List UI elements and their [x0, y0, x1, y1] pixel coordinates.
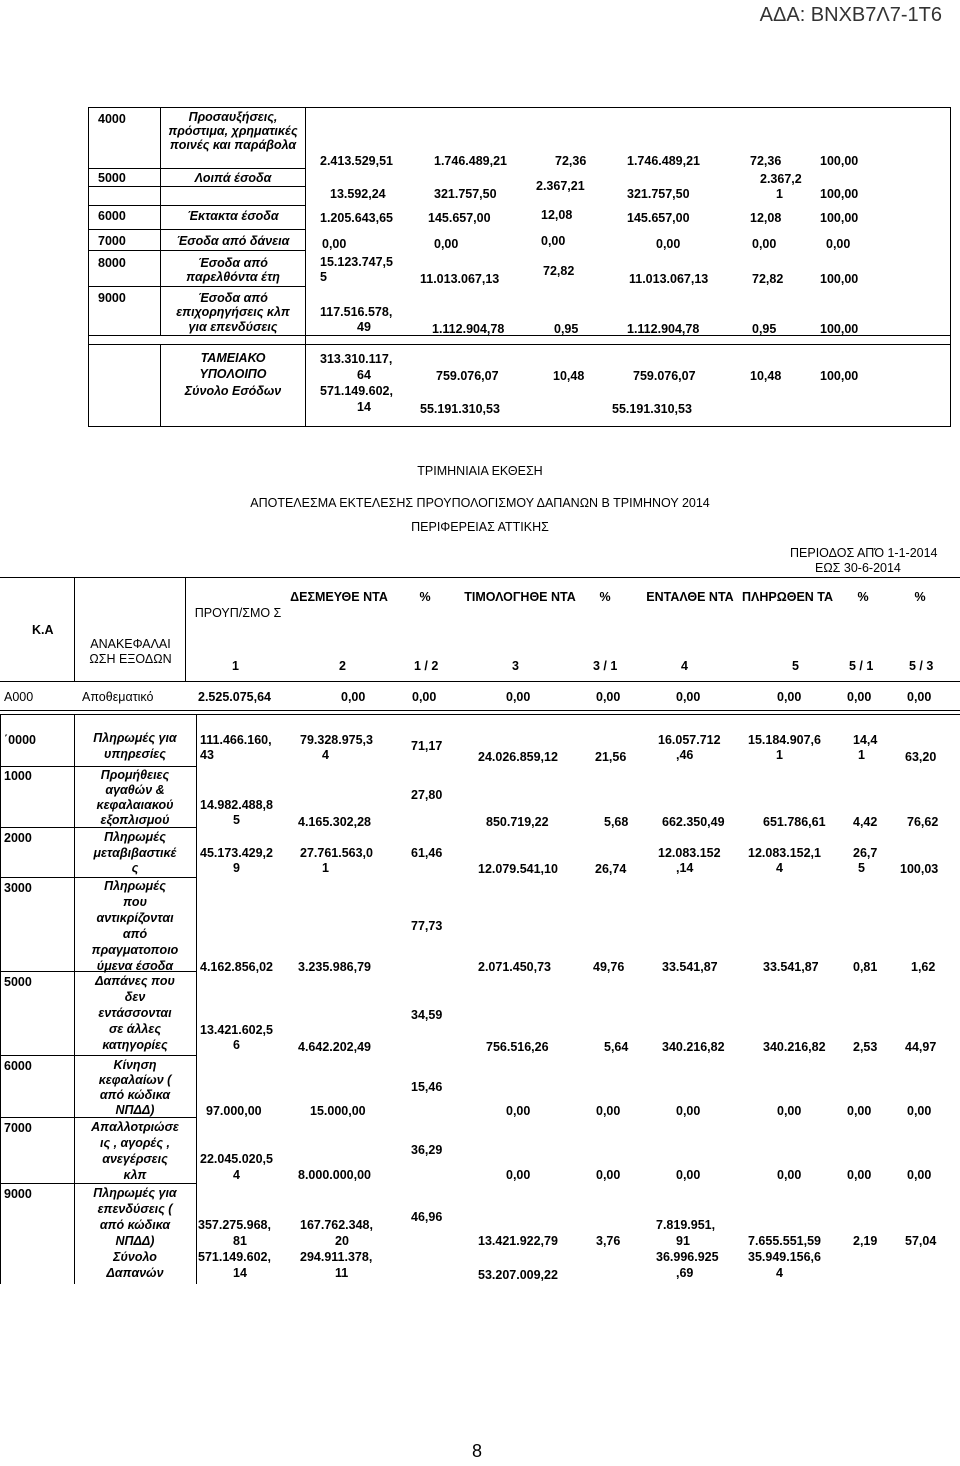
total-revenue-label: Σύνολο Εσόδων	[184, 384, 282, 398]
rev-label: για επενδύσεις	[188, 320, 278, 334]
report-period: ΠΕΡΙΟΔΟΣ ΑΠΌ 1-1-2014	[790, 546, 938, 560]
exp-percent: 15,46	[411, 1080, 443, 1094]
total-paid: 4	[776, 1266, 783, 1280]
exp-invoiced: 24.026.859,12	[478, 750, 558, 764]
exp-budget: 14.982.488,8	[200, 798, 273, 812]
total-value: 55.191.310,53	[612, 402, 692, 416]
rev-value: 11.013.067,13	[420, 272, 500, 286]
exp-header-ordered: ΕΝΤΑΛΘΕ ΝΤΑ	[646, 590, 734, 604]
total-exp-label: Δαπανών	[106, 1266, 164, 1280]
cash-value: 759.076,07	[436, 369, 499, 383]
reserve-value: 0,00	[596, 690, 621, 704]
exp-percent: 21,56	[595, 750, 627, 764]
exp-budget: 9	[233, 861, 240, 875]
rev-value: 1.112.904,78	[627, 322, 700, 336]
exp-label: εξοπλισμού	[100, 813, 170, 827]
exp-ordered: ,14	[676, 861, 694, 875]
exp-percent: 14,4	[853, 733, 878, 747]
exp-ordered: 0,00	[676, 1104, 701, 1118]
exp-invoiced: 2.071.450,73	[478, 960, 551, 974]
rev-table-row-divider	[88, 168, 306, 169]
rev-value: 1.746.489,21	[434, 154, 507, 168]
reserve-value: 0,00	[907, 690, 932, 704]
exp-code: 9000	[4, 1187, 32, 1201]
exp-percent: 63,20	[905, 750, 937, 764]
exp-label: κεφαλαίων (	[98, 1073, 172, 1087]
total-budget: 571.149.602,	[320, 384, 393, 398]
exp-percent: 5,64	[604, 1040, 629, 1054]
exp-percent: 46,96	[411, 1210, 443, 1224]
exp-code: 2000	[4, 831, 32, 845]
rev-code: 8000	[98, 256, 126, 270]
exp-committed: 79.328.975,3	[300, 733, 373, 747]
exp-row-divider	[0, 1117, 197, 1118]
rev-value: 145.657,00	[627, 211, 690, 225]
exp-committed: 1	[322, 861, 329, 875]
rev-table-top-border	[88, 107, 951, 108]
exp-percent: 77,73	[411, 919, 443, 933]
exp-percent: 5	[858, 861, 865, 875]
reserve-value: 0,00	[777, 690, 802, 704]
exp-budget: 6	[233, 1038, 240, 1052]
total-invoiced: 53.207.009,22	[478, 1268, 558, 1282]
rev-code: 5000	[98, 171, 126, 185]
exp-percent: 0,81	[853, 960, 878, 974]
rev-code: 6000	[98, 209, 126, 223]
rev-value: 1.746.489,21	[627, 154, 700, 168]
cash-label: ΥΠΟΛΟΙΠΟ	[199, 367, 267, 381]
exp-header-budget: ΠΡΟΥΠ/ΣΜΟ Σ	[194, 606, 282, 620]
exp-code: 7000	[4, 1121, 32, 1135]
exp-percent: 49,76	[593, 960, 625, 974]
cash-percent: 100,00	[820, 369, 859, 383]
rev-percent: 0,00	[752, 237, 777, 251]
exp-label: ύμενα έσοδα	[96, 959, 174, 973]
rev-percent: 100,00	[820, 187, 859, 201]
exp-percent: 0,00	[847, 1168, 872, 1182]
reserve-value: 2.525.075,64	[198, 690, 271, 704]
rev-percent: 0,00	[826, 237, 851, 251]
exp-code: 5000	[4, 975, 32, 989]
rev-percent: 12,08	[750, 211, 782, 225]
rev-label: Έσοδα από	[198, 291, 268, 305]
reserve-code: Α000	[4, 690, 34, 704]
reserve-value: 0,00	[506, 690, 531, 704]
exp-col-index: 1 / 2	[414, 659, 439, 673]
exp-table-col-divider	[185, 577, 186, 681]
rev-table-col-divider	[160, 345, 161, 427]
total-value: 55.191.310,53	[420, 402, 500, 416]
exp-percent: 0,00	[907, 1168, 932, 1182]
exp-percent: 44,97	[905, 1040, 937, 1054]
document-code: ΑΔΑ: ΒΝΧΒ7Λ7-1Τ6	[759, 4, 942, 26]
exp-label: Πληρωμές για	[93, 731, 177, 745]
reserve-value: 0,00	[341, 690, 366, 704]
rev-label: Έκτακτα έσοδα	[187, 209, 279, 223]
exp-label: ΝΠΔΔ)	[115, 1103, 155, 1117]
exp-table-header-divider	[0, 681, 960, 682]
report-subtitle: ΑΠΟΤΕΛΕΣΜΑ ΕΚΤΕΛΕΣΗΣ ΠΡΟΥΠΟΛΟΓΙΣΜΟΥ ΔΑΠΑΝΩΝ Β ΤΡΙΜΗΝΟΥ 2014	[250, 496, 710, 510]
rev-code: 9000	[98, 291, 126, 305]
exp-label: κεφαλαιακού	[96, 798, 174, 812]
exp-header-percent: %	[599, 590, 611, 604]
rev-percent: 1	[776, 187, 783, 201]
exp-row-divider	[0, 766, 197, 767]
cash-budget: 64	[357, 368, 371, 382]
exp-invoiced: 0,00	[506, 1168, 531, 1182]
rev-percent: 100,00	[820, 272, 859, 286]
exp-invoiced: 13.421.922,79	[478, 1234, 558, 1248]
exp-invoiced: 756.516,26	[486, 1040, 549, 1054]
exp-committed: 15.000,00	[310, 1104, 366, 1118]
exp-label: Πληρωμές για	[93, 1186, 177, 1200]
exp-label: Πληρωμές	[104, 830, 166, 844]
exp-percent: 76,62	[907, 815, 939, 829]
exp-label: ς	[131, 861, 139, 875]
reserve-value: 0,00	[676, 690, 701, 704]
exp-percent: 0,00	[596, 1168, 621, 1182]
exp-percent: 71,17	[411, 739, 443, 753]
exp-paid: 340.216,82	[763, 1040, 826, 1054]
exp-header-title: ΑΝΑΚΕΦΑΛΑΙ ΩΣΗ ΕΞΟΔΩΝ	[89, 637, 172, 666]
exp-percent: 36,29	[411, 1143, 443, 1157]
exp-paid: 0,00	[777, 1168, 802, 1182]
exp-label: ΝΠΔΔ)	[115, 1234, 155, 1248]
exp-paid: 33.541,87	[763, 960, 819, 974]
rev-value: 11.013.067,13	[629, 272, 709, 286]
rev-percent: 0,00	[541, 234, 566, 248]
rev-table-row-divider	[88, 250, 306, 251]
exp-percent: 0,00	[847, 1104, 872, 1118]
exp-header-committed: ΔΕΣΜΕΥΘΕ ΝΤΑ	[290, 590, 388, 604]
exp-percent: 0,00	[907, 1104, 932, 1118]
exp-percent: 3,76	[596, 1234, 621, 1248]
exp-committed: 4.165.302,28	[298, 815, 371, 829]
rev-percent: 100,00	[820, 322, 859, 336]
exp-table-top-border	[0, 577, 960, 578]
rev-table-row-divider	[88, 205, 306, 206]
exp-table-left-border	[0, 714, 1, 1284]
exp-label: Απαλλοτριώσε	[91, 1120, 179, 1134]
rev-budget: 2.413.529,51	[320, 154, 393, 168]
exp-label: Προμήθειες	[100, 768, 170, 782]
rev-label: Έσοδα από δάνεια	[176, 234, 290, 248]
exp-table-header-divider	[0, 714, 960, 715]
rev-label: Προσαυξήσεις, πρόστιμα, χρηματικές ποινές και παράβολα	[168, 110, 298, 152]
rev-percent: 0,95	[554, 322, 579, 336]
total-committed: 11	[335, 1266, 349, 1280]
exp-label: από κώδικα	[99, 1218, 171, 1232]
exp-label: Κίνηση	[113, 1058, 157, 1072]
exp-label: Δαπάνες που	[95, 974, 175, 988]
rev-percent: 100,00	[820, 154, 859, 168]
exp-code: 1000	[4, 769, 32, 783]
exp-ordered: 0,00	[676, 1168, 701, 1182]
exp-percent: 1	[858, 748, 865, 762]
exp-ordered: 33.541,87	[662, 960, 718, 974]
exp-ordered: 16.057.712	[658, 733, 721, 747]
rev-percent: 100,00	[820, 211, 859, 225]
rev-table-row-divider	[88, 286, 306, 287]
exp-budget: 97.000,00	[206, 1104, 262, 1118]
rev-budget: 15.123.747,5	[320, 255, 393, 269]
exp-label: από κώδικα	[99, 1088, 171, 1102]
rev-budget: 13.592,24	[330, 187, 386, 201]
cash-value: 759.076,07	[633, 369, 696, 383]
exp-percent: 27,80	[411, 788, 443, 802]
exp-code: 3000	[4, 881, 32, 895]
exp-committed: 4	[322, 748, 329, 762]
page-number: 8	[472, 1441, 483, 1461]
rev-budget: 49	[357, 320, 371, 334]
exp-paid: 651.786,61	[763, 815, 826, 829]
rev-percent: 72,36	[750, 154, 782, 168]
exp-label: επενδύσεις (	[97, 1202, 173, 1216]
exp-percent: 57,04	[905, 1234, 937, 1248]
exp-label: από	[122, 927, 148, 941]
exp-row-divider	[0, 1055, 197, 1056]
rev-table-bottom-border	[88, 426, 951, 427]
rev-code: 7000	[98, 234, 126, 248]
exp-label: ανεγέρσεις	[102, 1152, 168, 1166]
cash-budget: 313.310.117,	[320, 352, 393, 366]
reserve-label: Αποθεματικό	[82, 690, 154, 704]
exp-header-percent: %	[914, 590, 926, 604]
exp-budget: 43	[200, 748, 214, 762]
cash-percent: 10,48	[750, 369, 782, 383]
exp-committed: 4.642.202,49	[298, 1040, 371, 1054]
exp-invoiced: 12.079.541,10	[478, 862, 558, 876]
exp-ordered: ,46	[676, 748, 694, 762]
exp-col-index: 3 / 1	[593, 659, 618, 673]
exp-label: αντικρίζονται	[96, 911, 174, 925]
rev-percent: 72,36	[555, 154, 587, 168]
exp-header-paid: ΠΛΗΡΩΘΕΝ ΤΑ	[741, 590, 834, 604]
exp-header-percent: %	[419, 590, 431, 604]
total-ordered: ,69	[676, 1266, 694, 1280]
exp-col-index: 2	[339, 659, 346, 673]
rev-budget: 5	[320, 270, 327, 284]
exp-label: Πληρωμές	[104, 879, 166, 893]
exp-label: κλπ	[123, 1168, 147, 1182]
exp-label: πραγματοποιο	[91, 943, 179, 957]
exp-committed: 167.762.348,	[300, 1218, 373, 1232]
rev-value: 0,00	[434, 237, 459, 251]
total-committed: 294.911.378,	[300, 1250, 373, 1264]
total-ordered: 36.996.925	[656, 1250, 719, 1264]
exp-paid: 15.184.907,6	[748, 733, 821, 747]
rev-percent: 2.367,21	[536, 179, 585, 193]
rev-percent: 72,82	[752, 272, 784, 286]
exp-percent: 0,00	[596, 1104, 621, 1118]
exp-budget: 4	[233, 1168, 240, 1182]
rev-label: Έσοδα από	[198, 256, 268, 270]
rev-code: 4000	[98, 112, 126, 126]
exp-label: εντάσσονται	[98, 1006, 172, 1020]
exp-header-percent: %	[857, 590, 869, 604]
exp-budget: 357.275.968,	[198, 1218, 271, 1232]
exp-col-index: 5 / 3	[909, 659, 934, 673]
report-region: ΠΕΡΙΦΕΡΕΙΑΣ ΑΤΤΙΚΗΣ	[411, 520, 549, 534]
exp-ordered: 340.216,82	[662, 1040, 725, 1054]
exp-paid: 1	[776, 748, 783, 762]
exp-label: δεν	[124, 990, 146, 1004]
exp-paid: 7.655.551,59	[748, 1234, 821, 1248]
cash-label: ΤΑΜΕΙΑΚΟ	[200, 351, 266, 365]
exp-col-index: 5	[792, 659, 799, 673]
exp-label: που	[123, 895, 147, 909]
exp-committed: 3.235.986,79	[298, 960, 371, 974]
exp-budget: 81	[233, 1234, 247, 1248]
exp-committed: 8.000.000,00	[298, 1168, 371, 1182]
rev-table-col-divider	[305, 107, 306, 427]
rev-table-col-divider	[160, 107, 161, 335]
rev-table-right-border	[950, 107, 951, 427]
report-title: ΤΡΙΜΗΝΙΑΙΑ ΕΚΘΕΣΗ	[417, 464, 543, 478]
exp-percent: 100,03	[900, 862, 939, 876]
exp-committed: 20	[335, 1234, 349, 1248]
rev-value: 321.757,50	[627, 187, 690, 201]
exp-col-index: 4	[681, 659, 688, 673]
rev-value: 0,00	[656, 237, 681, 251]
exp-label: ις , αγορές ,	[99, 1136, 171, 1150]
rev-value: 145.657,00	[428, 211, 491, 225]
exp-budget: 13.421.602,5	[200, 1023, 273, 1037]
exp-percent: 4,42	[853, 815, 878, 829]
exp-col-index: 5 / 1	[849, 659, 874, 673]
rev-table-row-divider	[88, 229, 306, 230]
exp-label: αγαθών &	[105, 783, 165, 797]
exp-percent: 34,59	[411, 1008, 443, 1022]
exp-label: σε άλλες	[108, 1022, 162, 1036]
exp-ordered: 91	[676, 1234, 690, 1248]
rev-value: 1.112.904,78	[432, 322, 505, 336]
rev-label: επιχορηγήσεις κλπ	[176, 305, 290, 319]
exp-table-header-divider	[0, 710, 960, 711]
rev-label: παρελθόντα έτη	[186, 270, 280, 284]
rev-value: 321.757,50	[434, 187, 497, 201]
rev-budget: 117.516.578,	[320, 305, 393, 319]
exp-table-col-divider	[74, 577, 75, 681]
exp-committed: 27.761.563,0	[300, 846, 373, 860]
exp-budget: 4.162.856,02	[200, 960, 273, 974]
exp-percent: 61,46	[411, 846, 443, 860]
exp-paid: 4	[776, 861, 783, 875]
report-period: ΕΩΣ 30-6-2014	[815, 561, 901, 575]
exp-percent: 5,68	[604, 815, 629, 829]
cash-percent: 10,48	[553, 369, 585, 383]
exp-code: ΄0000	[4, 733, 36, 747]
exp-budget: 111.466.160,	[200, 733, 272, 747]
rev-table-left-border	[88, 107, 89, 427]
exp-col-index: 3	[512, 659, 519, 673]
exp-percent: 2,19	[853, 1234, 878, 1248]
exp-percent: 2,53	[853, 1040, 878, 1054]
reserve-value: 0,00	[847, 690, 872, 704]
total-exp-label: Σύνολο	[113, 1250, 157, 1264]
rev-budget: 1.205.643,65	[320, 211, 393, 225]
exp-paid: 0,00	[777, 1104, 802, 1118]
exp-col-index: 1	[232, 659, 239, 673]
exp-row-divider	[0, 1183, 197, 1184]
exp-label: κατηγορίες	[102, 1038, 168, 1052]
exp-paid: 12.083.152,1	[748, 846, 821, 860]
exp-code: 6000	[4, 1059, 32, 1073]
exp-label: μεταβιβαστικέ	[93, 846, 177, 860]
rev-budget: 0,00	[322, 237, 347, 251]
total-budget: 571.149.602,	[198, 1250, 271, 1264]
reserve-value: 0,00	[412, 690, 437, 704]
exp-header-ka: Κ.Α	[32, 623, 54, 637]
exp-ordered: 662.350,49	[662, 815, 725, 829]
exp-budget: 45.173.429,2	[200, 846, 273, 860]
exp-percent: 26,74	[595, 862, 627, 876]
exp-row-divider	[0, 827, 197, 828]
rev-percent: 2.367,2	[760, 172, 802, 186]
total-budget: 14	[233, 1266, 247, 1280]
exp-percent: 1,62	[911, 960, 936, 974]
rev-percent: 12,08	[541, 208, 573, 222]
exp-budget: 5	[233, 813, 240, 827]
exp-label: υπηρεσίες	[104, 747, 166, 761]
exp-ordered: 7.819.951,	[656, 1218, 716, 1232]
total-budget: 14	[357, 400, 371, 414]
rev-table-section-divider	[88, 344, 951, 345]
exp-invoiced: 0,00	[506, 1104, 531, 1118]
rev-percent: 0,95	[752, 322, 777, 336]
exp-ordered: 12.083.152	[658, 846, 721, 860]
rev-label: Λοιπά έσοδα	[194, 171, 272, 185]
exp-table-col-divider	[74, 714, 75, 1284]
total-paid: 35.949.156,6	[748, 1250, 821, 1264]
exp-percent: 26,7	[853, 846, 878, 860]
exp-invoiced: 850.719,22	[486, 815, 549, 829]
exp-header-invoiced: ΤΙΜΟΛΟΓΗΘΕ ΝΤΑ	[464, 590, 576, 604]
exp-row-divider	[0, 877, 197, 878]
rev-percent: 72,82	[543, 264, 575, 278]
rev-table-row-divider	[88, 186, 306, 187]
exp-table-col-divider	[196, 714, 197, 1284]
exp-budget: 22.045.020,5	[200, 1152, 273, 1166]
